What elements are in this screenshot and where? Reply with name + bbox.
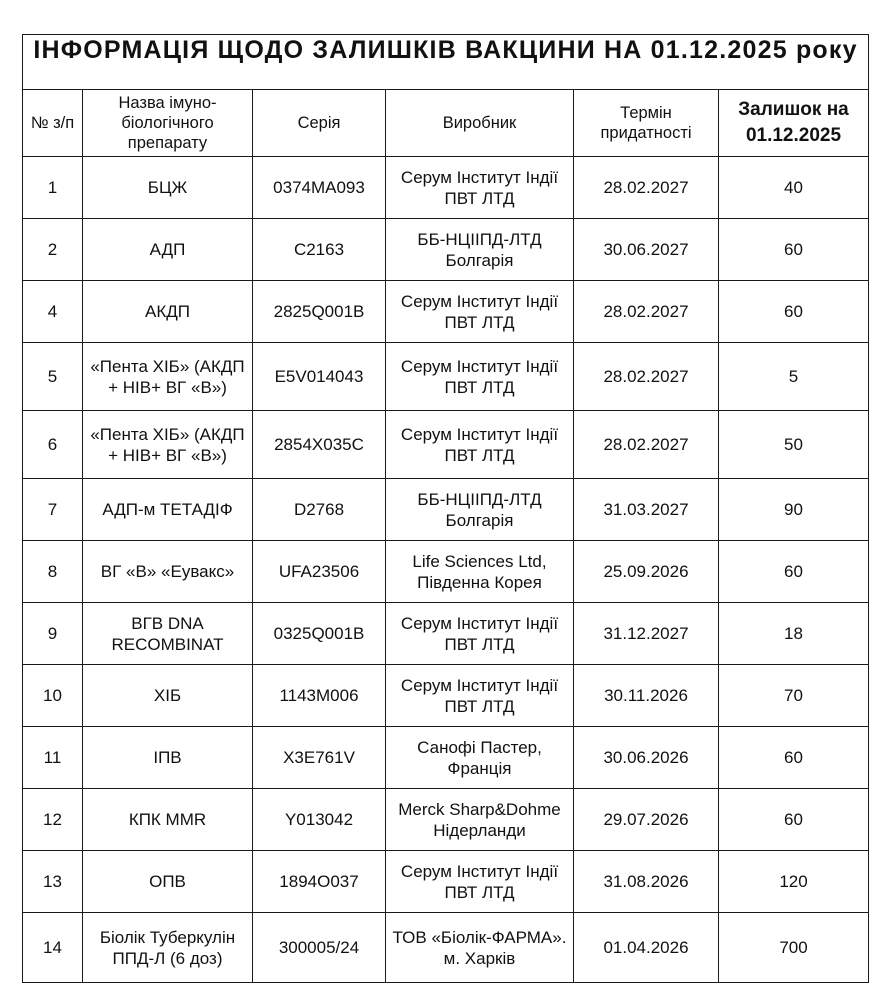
cell-series: 1143M006 <box>253 665 386 727</box>
table-row <box>23 913 869 983</box>
cell-num: 5 <box>23 343 83 411</box>
cell-num: 1 <box>23 157 83 219</box>
cell-series: 300005/24 <box>253 913 386 983</box>
cell-balance: 120 <box>719 851 869 913</box>
cell-expiry: 29.07.2026 <box>574 789 719 851</box>
cell-maker: Серум Інститут Індії ПВТ ЛТД <box>386 157 574 219</box>
cell-maker: Санофі Пастер, Франція <box>386 727 574 789</box>
cell-expiry: 31.12.2027 <box>574 603 719 665</box>
cell-num: 6 <box>23 411 83 479</box>
cell-balance: 50 <box>719 411 869 479</box>
cell-series: 1894O037 <box>253 851 386 913</box>
table-row <box>23 789 869 851</box>
cell-maker: Серум Інститут Індії ПВТ ЛТД <box>386 603 574 665</box>
header-expiry: Термін придатності <box>574 90 719 157</box>
cell-num: 8 <box>23 541 83 603</box>
cell-name: ХІБ <box>83 665 253 727</box>
header-maker: Виробник <box>386 90 574 157</box>
cell-balance: 70 <box>719 665 869 727</box>
cell-num: 10 <box>23 665 83 727</box>
cell-name: «Пента ХІБ» (АКДП + HIB+ ВГ «В») <box>83 343 253 411</box>
cell-maker: Серум Інститут Індії ПВТ ЛТД <box>386 411 574 479</box>
cell-maker: ББ-НЦІІПД-ЛТД Болгарія <box>386 219 574 281</box>
cell-num: 9 <box>23 603 83 665</box>
cell-name: Біолік Туберкулін ППД-Л (6 доз) <box>83 913 253 983</box>
cell-maker: Life Sciences Ltd, Південна Корея <box>386 541 574 603</box>
cell-expiry: 30.06.2027 <box>574 219 719 281</box>
cell-series: 0374MA093 <box>253 157 386 219</box>
header-name: Назва імуно-біологічного препарату <box>83 90 253 157</box>
table-row <box>23 281 869 343</box>
table-row <box>23 219 869 281</box>
cell-name: ВГВ DNA RECOMBINAT <box>83 603 253 665</box>
cell-series: E5V014043 <box>253 343 386 411</box>
cell-maker: ТОВ «Біолік-ФАРМА». м. Харків <box>386 913 574 983</box>
cell-name: ІПВ <box>83 727 253 789</box>
cell-num: 14 <box>23 913 83 983</box>
cell-balance: 60 <box>719 281 869 343</box>
cell-balance: 40 <box>719 157 869 219</box>
table-row <box>23 727 869 789</box>
cell-num: 11 <box>23 727 83 789</box>
cell-name: КПК MMR <box>83 789 253 851</box>
cell-expiry: 28.02.2027 <box>574 157 719 219</box>
header-num: № з/п <box>23 90 83 157</box>
cell-name: АКДП <box>83 281 253 343</box>
table-row <box>23 665 869 727</box>
cell-series: D2768 <box>253 479 386 541</box>
cell-balance: 60 <box>719 727 869 789</box>
cell-maker: ББ-НЦІІПД-ЛТД Болгарія <box>386 479 574 541</box>
cell-balance: 700 <box>719 913 869 983</box>
header-balance: Залишок на 01.12.2025 <box>719 90 869 157</box>
cell-series: C2163 <box>253 219 386 281</box>
cell-name: АДП-м ТЕТАДІФ <box>83 479 253 541</box>
cell-expiry: 30.06.2026 <box>574 727 719 789</box>
cell-name: ВГ «В» «Еувакс» <box>83 541 253 603</box>
cell-num: 12 <box>23 789 83 851</box>
cell-name: ОПВ <box>83 851 253 913</box>
cell-maker: Серум Інститут Індії ПВТ ЛТД <box>386 665 574 727</box>
table-row <box>23 603 869 665</box>
cell-balance: 60 <box>719 541 869 603</box>
cell-balance: 5 <box>719 343 869 411</box>
cell-name: «Пента ХІБ» (АКДП + HIB+ ВГ «В») <box>83 411 253 479</box>
cell-series: 0325Q001B <box>253 603 386 665</box>
table-row <box>23 479 869 541</box>
cell-expiry: 28.02.2027 <box>574 281 719 343</box>
cell-expiry: 25.09.2026 <box>574 541 719 603</box>
cell-balance: 90 <box>719 479 869 541</box>
header-series: Серія <box>253 90 386 157</box>
cell-maker: Серум Інститут Індії ПВТ ЛТД <box>386 343 574 411</box>
cell-expiry: 28.02.2027 <box>574 343 719 411</box>
cell-num: 13 <box>23 851 83 913</box>
cell-maker: Merck Sharp&Dohme Нідерланди <box>386 789 574 851</box>
cell-series: UFA23506 <box>253 541 386 603</box>
cell-maker: Серум Інститут Індії ПВТ ЛТД <box>386 281 574 343</box>
cell-series: Y013042 <box>253 789 386 851</box>
cell-expiry: 01.04.2026 <box>574 913 719 983</box>
cell-num: 2 <box>23 219 83 281</box>
table-row <box>23 157 869 219</box>
cell-series: 2854X035C <box>253 411 386 479</box>
table-header-row <box>23 90 869 157</box>
cell-name: БЦЖ <box>83 157 253 219</box>
cell-expiry: 31.03.2027 <box>574 479 719 541</box>
cell-balance: 18 <box>719 603 869 665</box>
cell-balance: 60 <box>719 789 869 851</box>
cell-expiry: 31.08.2026 <box>574 851 719 913</box>
cell-name: АДП <box>83 219 253 281</box>
cell-maker: Серум Інститут Індії ПВТ ЛТД <box>386 851 574 913</box>
cell-expiry: 30.11.2026 <box>574 665 719 727</box>
table-row <box>23 851 869 913</box>
cell-expiry: 28.02.2027 <box>574 411 719 479</box>
table-row <box>23 343 869 411</box>
cell-series: 2825Q001B <box>253 281 386 343</box>
vaccine-balance-table <box>22 34 869 983</box>
table-row <box>23 411 869 479</box>
table-row <box>23 541 869 603</box>
cell-series: X3E761V <box>253 727 386 789</box>
cell-num: 7 <box>23 479 83 541</box>
cell-num: 4 <box>23 281 83 343</box>
document-title: ІНФОРМАЦІЯ ЩОДО ЗАЛИШКІВ ВАКЦИНИ НА 01.12.2025 року <box>23 35 869 90</box>
cell-balance: 60 <box>719 219 869 281</box>
